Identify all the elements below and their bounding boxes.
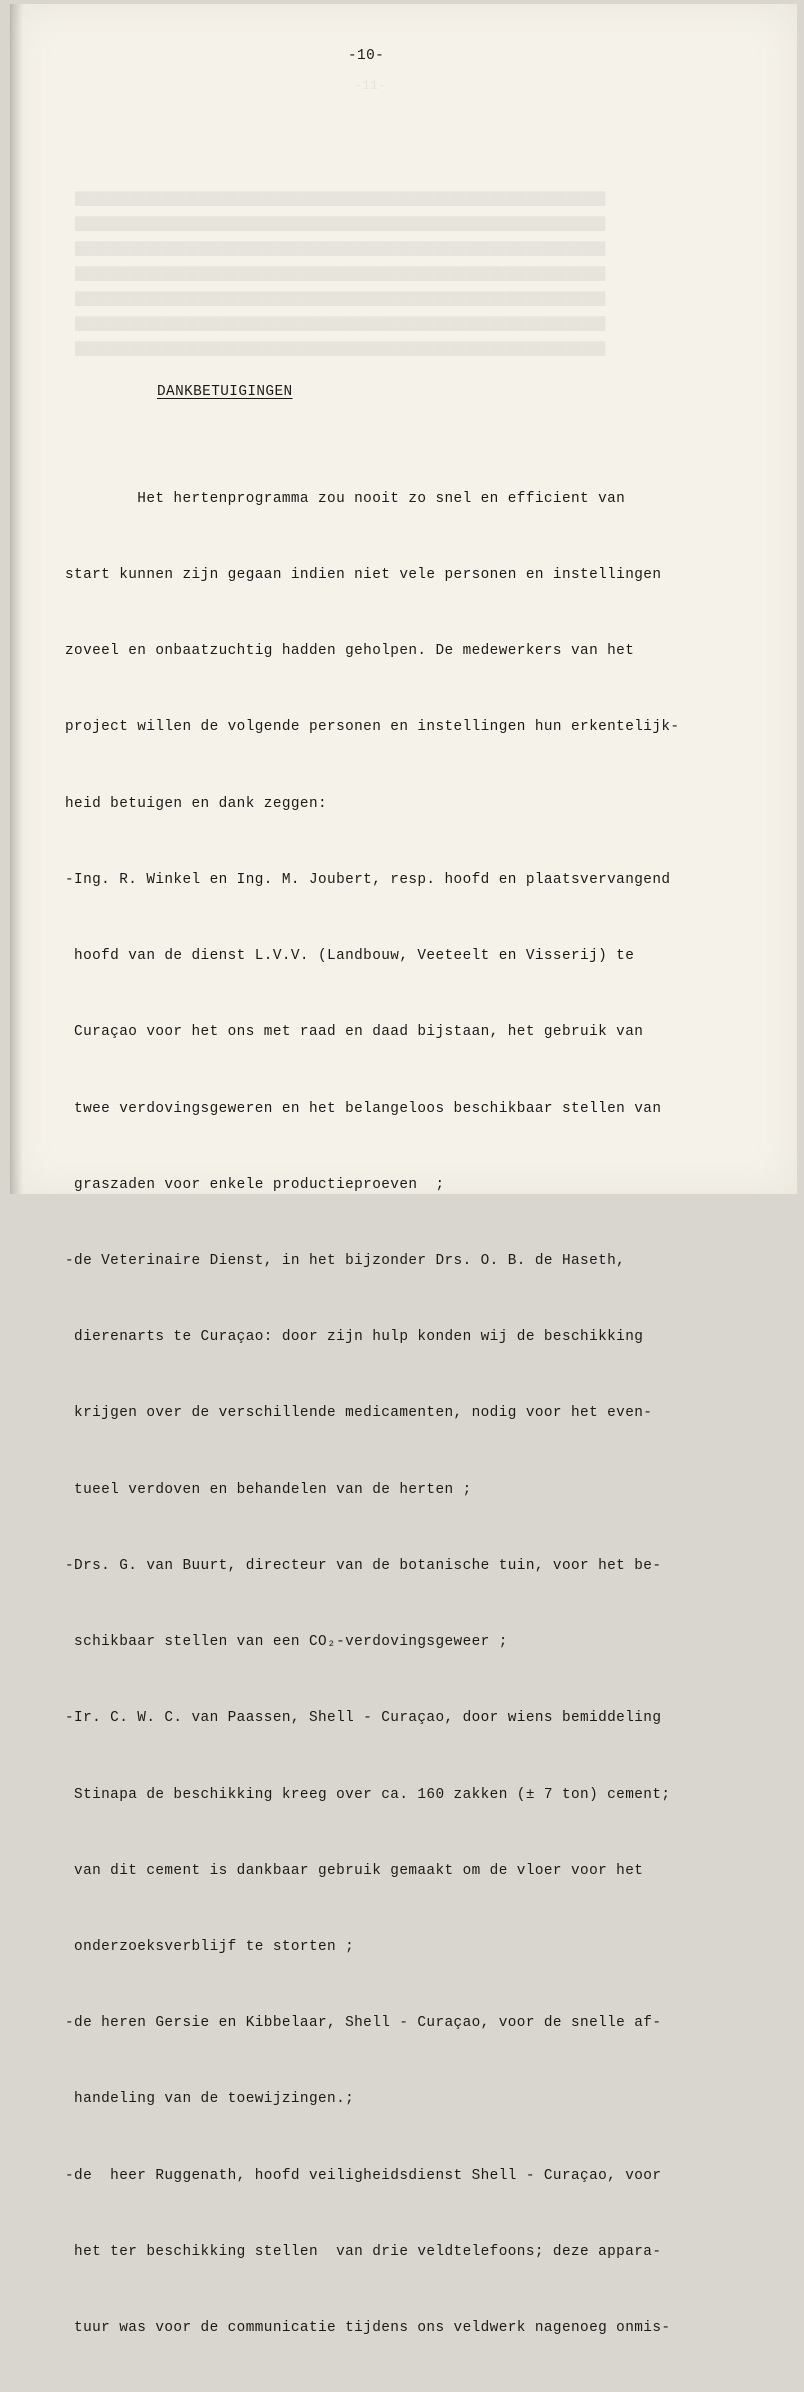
show-through-block: ████████████████████████████████████████████████████████████████████ ████████████████████████████████████████████████████████████████████ ████████████████████████████████████████████████████████████████████ ████████████████████████████████████████████████████████████████████ ████████████████████████████████████████████████████████████████████ ████████████████████████████████████████████████████████████████████ ████████████████████████████████████████████████████████████████████	[75, 191, 606, 356]
text-line: graszaden voor enkele productieproeven ;	[65, 1176, 445, 1193]
text-line: tuur was voor de communicatie tijdens ons veldwerk nagenoeg onmis-	[65, 2320, 671, 2337]
text-line: twee verdovingsgeweren en het belangeloos beschikbaar stellen van	[65, 1100, 662, 1117]
text-line: Curaçao voor het ons met raad en daad bijstaan, het gebruik van	[65, 1024, 644, 1041]
text-line: project willen de volgende personen en instellingen hun erkentelijk-	[65, 719, 680, 736]
document-page	[10, 4, 797, 2337]
text-line: zoveel en onbaatzuchtig hadden geholpen. De medewerkers van het	[65, 643, 635, 660]
text-line: Stinapa de beschikking kreeg over ca. 160 zakken (± 7 ton) cement;	[65, 1786, 671, 1803]
text-line: tueel verdoven en behandelen van de herten ;	[65, 1481, 472, 1498]
text-line: handeling van de toewijzingen.;	[65, 2091, 355, 2108]
text-line: dierenarts te Curaçao: door zijn hulp konden wij de beschikking	[65, 1329, 644, 1346]
show-through-text: -11-	[331, 78, 386, 93]
text-line: Het hertenprogramma zou nooit zo snel en efficient van	[65, 490, 626, 507]
text-line: -Drs. G. van Buurt, directeur van de botanische tuin, voor het be-	[65, 1557, 662, 1574]
body-text	[65, 436, 679, 2392]
page-number: -10-	[348, 48, 385, 64]
text-line: hoofd van de dienst L.V.V. (Landbouw, Veeteelt en Visserij) te	[65, 948, 635, 965]
binding-shadow	[11, 4, 23, 1194]
section-heading: DANKBETUIGINGEN	[157, 384, 293, 400]
text-line: -de Veterinaire Dienst, in het bijzonder Drs. O. B. de Haseth,	[65, 1253, 626, 1269]
text-line: onderzoeksverblijf te storten ;	[65, 1938, 355, 1955]
text-line: -Ir. C. W. C. van Paassen, Shell - Curaçao, door wiens bemiddeling	[65, 1710, 662, 1727]
text-line: krijgen over de verschillende medicamenten, nodig voor het even-	[65, 1405, 653, 1422]
text-line: -de heer Ruggenath, hoofd veiligheidsdienst Shell - Curaçao, voor	[65, 2167, 662, 2184]
text-line: heid betuigen en dank zeggen:	[65, 795, 328, 812]
text-line: -Ing. R. Winkel en Ing. M. Joubert, resp. hoofd en plaatsvervangend	[65, 871, 671, 888]
text-line: het ter beschikking stellen van drie veldtelefoons; deze appara-	[65, 2243, 662, 2260]
text-line: schikbaar stellen van een CO₂-verdovingsgeweer ;	[65, 1634, 508, 1651]
text-line: -de heren Gersie en Kibbelaar, Shell - Curaçao, voor de snelle af-	[65, 2015, 662, 2032]
text-line: start kunnen zijn gegaan indien niet vele personen en instellingen	[65, 567, 662, 584]
text-line: van dit cement is dankbaar gebruik gemaakt om de vloer voor het	[65, 1862, 644, 1879]
